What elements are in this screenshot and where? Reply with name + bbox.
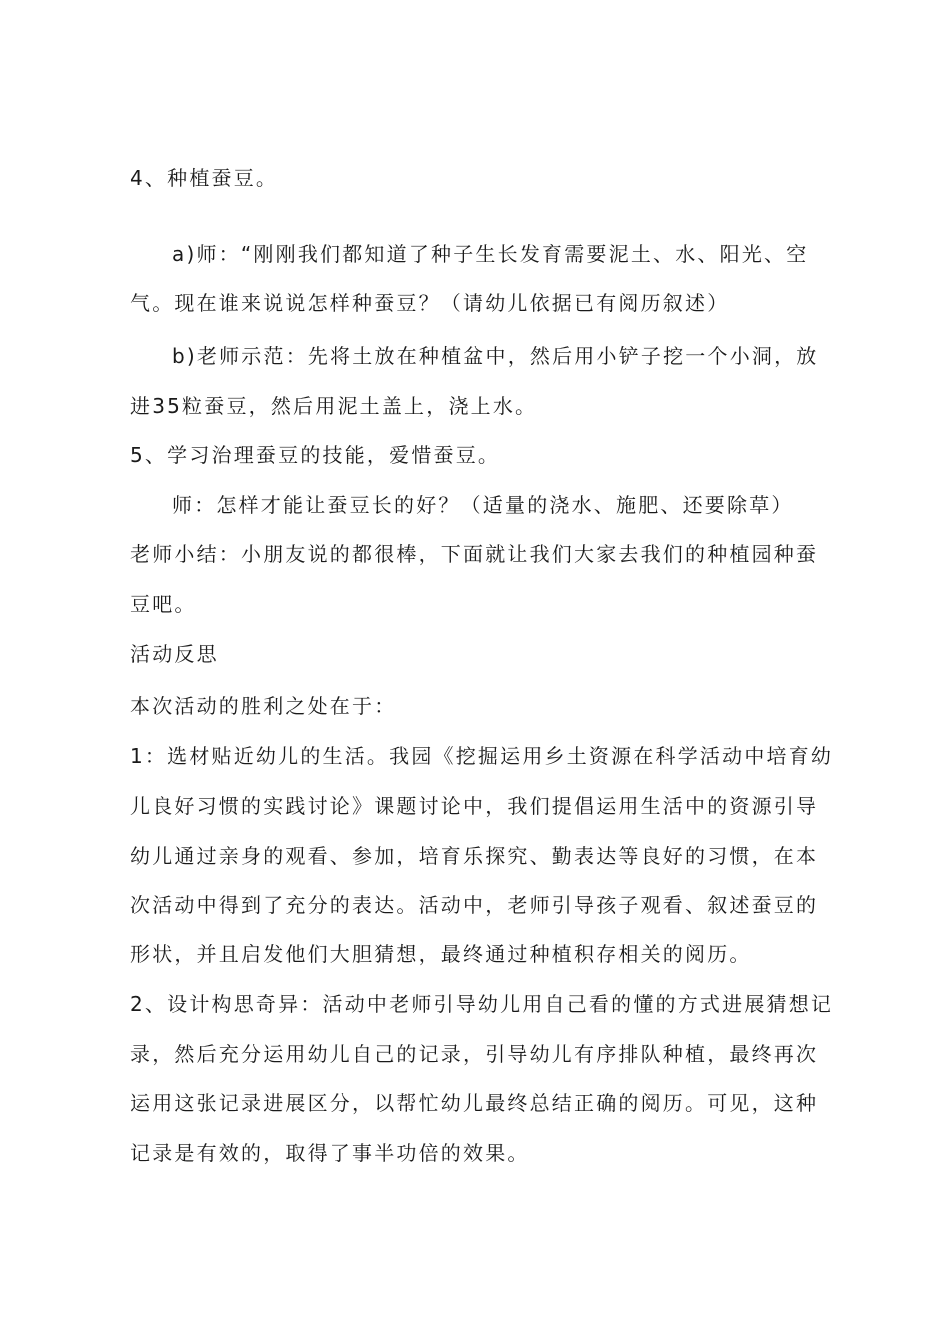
summary-line-1: 老师小结：小朋友说的都很棒，下面就让我们大家去我们的种植园种蚕: [130, 542, 819, 566]
step-4a-line-1: a)师：“刚刚我们都知道了种子生长发育需要泥土、水、阳光、空: [172, 242, 809, 266]
step-4b-line-2: 进35粒蚕豆，然后用泥土盖上，浇上水。: [130, 394, 538, 418]
point-2-line-1: 2、设计构思奇异：活动中老师引导幼儿用自己看的懂的方式进展猜想记: [130, 992, 834, 1016]
reflection-heading: 活动反思: [130, 642, 219, 666]
step-4a-line-2: 气。现在谁来说说怎样种蚕豆？（请幼儿依据已有阅历叙述）: [130, 291, 730, 315]
step-4b-line-1: b)老师示范：先将土放在种植盆中，然后用小铲子挖一个小洞，放: [172, 344, 819, 368]
summary-line-2: 豆吧。: [130, 592, 197, 616]
point-1-line-2: 儿良好习惯的实践讨论》课题讨论中，我们提倡运用生活中的资源引导: [130, 794, 819, 818]
point-2-line-3: 运用这张记录进展区分，以帮忙幼儿最终总结正确的阅历。可见，这种: [130, 1091, 819, 1115]
step-5-heading: 5、学习治理蚕豆的技能，爱惜蚕豆。: [130, 443, 501, 467]
point-2-line-4: 记录是有效的，取得了事半功倍的效果。: [130, 1141, 530, 1165]
point-1-line-1: 1：选材贴近幼儿的生活。我园《挖掘运用乡土资源在科学活动中培育幼: [130, 744, 834, 768]
step-5-teacher-line: 师：怎样才能让蚕豆长的好？（适量的浇水、施肥、还要除草）: [172, 493, 794, 517]
point-2-line-2: 录，然后充分运用幼儿自己的记录，引导幼儿有序排队种植，最终再次: [130, 1042, 819, 1066]
point-1-line-4: 次活动中得到了充分的表达。活动中，老师引导孩子观看、叙述蚕豆的: [130, 893, 819, 917]
step-4-heading: 4、种植蚕豆。: [130, 166, 279, 190]
success-intro: 本次活动的胜利之处在于：: [130, 694, 397, 718]
point-1-line-5: 形状，并且启发他们大胆猜想，最终通过种植积存相关的阅历。: [130, 942, 752, 966]
point-1-line-3: 幼儿通过亲身的观看、参加，培育乐探究、勤表达等良好的习惯，在本: [130, 844, 819, 868]
